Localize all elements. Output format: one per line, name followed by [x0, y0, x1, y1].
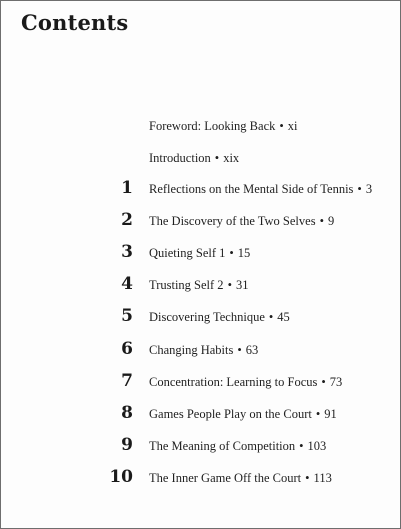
separator-bullet: •: [227, 278, 232, 292]
page-number: 113: [313, 471, 332, 485]
chapter-title-line: [149, 373, 342, 391]
page-title: Contents: [21, 10, 129, 35]
chapter-title: Trusting Self 2: [149, 278, 224, 292]
chapter-title: The Discovery of the Two Selves: [149, 214, 316, 228]
separator-bullet: •: [305, 471, 310, 485]
separator-bullet: •: [279, 119, 284, 133]
toc-entry-chapter-8[interactable]: [1, 403, 400, 423]
page-number: 3: [365, 182, 373, 196]
chapter-number: 6: [121, 339, 133, 359]
toc-entry-chapter-4[interactable]: [1, 274, 400, 294]
separator-bullet: •: [237, 343, 242, 357]
toc-entry-chapter-1[interactable]: [1, 178, 400, 198]
chapter-title-line: [149, 244, 250, 262]
chapter-title-line: [149, 341, 258, 359]
page-number: 15: [237, 246, 251, 260]
chapter-number: 8: [121, 403, 133, 423]
chapter-title: The Inner Game Off the Court: [149, 471, 302, 485]
chapter-title: Games People Play on the Court: [149, 407, 312, 421]
page-number: 103: [307, 439, 327, 453]
page-number: 31: [235, 278, 249, 292]
chapter-number: 5: [121, 306, 133, 326]
page-number: xix: [223, 151, 240, 165]
chapter-number: 3: [121, 242, 133, 262]
toc-entry-chapter-10[interactable]: [1, 467, 400, 487]
chapter-title-line: [149, 117, 298, 135]
separator-bullet: •: [357, 182, 362, 196]
separator-bullet: •: [321, 375, 326, 389]
page-number: 91: [324, 407, 337, 421]
chapter-number: 2: [121, 210, 133, 230]
chapter-title-line: [149, 437, 326, 455]
chapter-title-line: [149, 180, 372, 198]
chapter-number: 7: [121, 371, 133, 391]
separator-bullet: •: [229, 246, 234, 260]
separator-bullet: •: [268, 310, 274, 324]
page-number: 9: [327, 214, 335, 228]
chapter-title-line: [149, 276, 248, 294]
page-number: 63: [245, 343, 259, 357]
chapter-number: 9: [121, 435, 133, 455]
chapter-title: Discovering Technique: [149, 310, 265, 324]
toc-entry-chapter-9[interactable]: [1, 435, 400, 455]
toc-entry-chapter-7[interactable]: [1, 371, 400, 391]
chapter-title: Changing Habits: [149, 343, 234, 357]
chapter-title-line: [149, 149, 239, 167]
chapter-title: Reflections on the Mental Side of Tennis: [149, 182, 354, 196]
chapter-number: 4: [121, 274, 133, 294]
separator-bullet: •: [299, 439, 304, 453]
page-number: 45: [277, 310, 290, 324]
separator-bullet: •: [319, 214, 324, 228]
chapter-title: Introduction: [149, 151, 211, 165]
page-number: 73: [329, 375, 343, 389]
chapter-title: Foreword: Looking Back: [149, 119, 276, 133]
chapter-number: 1: [121, 178, 133, 198]
separator-bullet: •: [315, 407, 321, 421]
toc-entry-foreword[interactable]: [1, 115, 400, 135]
chapter-number: 10: [109, 467, 133, 487]
toc-entry-chapter-2[interactable]: [1, 210, 400, 230]
table-of-contents: [1, 1, 400, 528]
toc-entry-chapter-6[interactable]: [1, 339, 400, 359]
toc-entry-introduction[interactable]: [1, 147, 400, 167]
chapter-title-line: [149, 405, 337, 423]
chapter-title: Concentration: Learning to Focus: [149, 375, 318, 389]
chapter-title-line: [149, 469, 332, 487]
chapter-title-line: [149, 308, 290, 326]
toc-entry-chapter-3[interactable]: [1, 242, 400, 262]
chapter-title: Quieting Self 1: [149, 246, 226, 260]
page-number: xi: [287, 119, 298, 133]
toc-entry-chapter-5[interactable]: [1, 306, 400, 326]
chapter-title-line: [149, 212, 334, 230]
chapter-title: The Meaning of Competition: [149, 439, 296, 453]
separator-bullet: •: [214, 151, 220, 165]
